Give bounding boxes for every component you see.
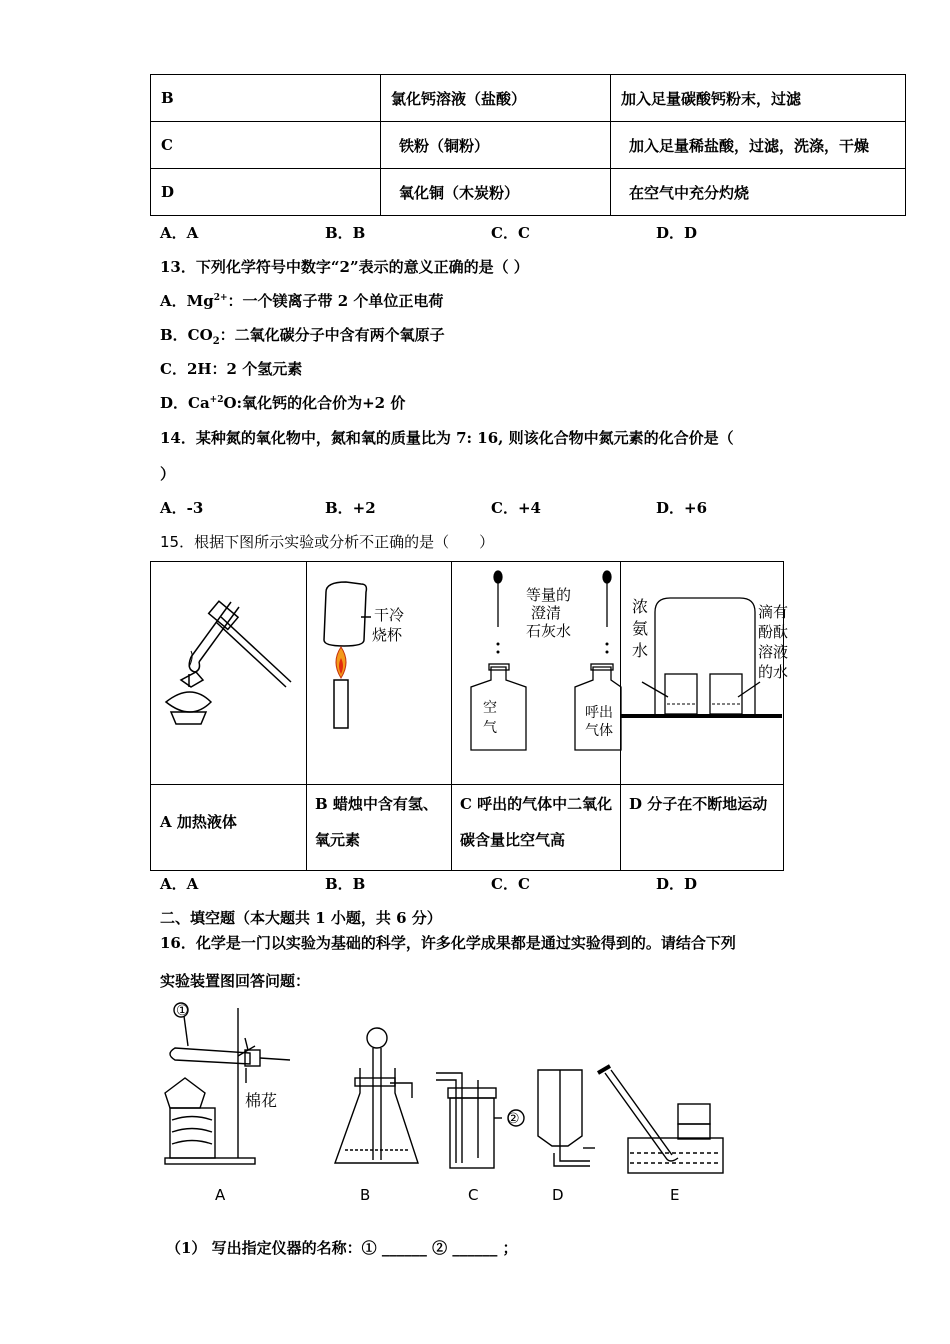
c-label-top1: 等量的	[526, 586, 572, 604]
c-label-top3: 石灰水	[526, 622, 572, 640]
q16-line2: 实验装置图回答问题：	[160, 972, 311, 990]
table-cell: D	[151, 169, 381, 216]
q16-subquestion-1: （1） 写出指定仪器的名称：① ______ ② ______ ；	[166, 1239, 518, 1257]
q15-caption-b: B 蜡烛中含有氢、氧元素	[315, 795, 438, 849]
table-row	[151, 122, 906, 169]
q15-option-d[interactable]: D．D	[656, 875, 698, 893]
q15-stem: 15．根据下图所示实验或分析不正确的是（ ）	[160, 533, 495, 551]
q13-a-prefix: A．Mg	[160, 292, 214, 310]
limewater-illustration	[451, 562, 620, 784]
c-label-right2: 气体	[585, 723, 613, 739]
apparatus-label-c: C	[468, 1186, 479, 1204]
q13-option-a[interactable]	[160, 290, 443, 311]
apparatus-label-d: D	[552, 1186, 564, 1204]
q15-option-c[interactable]: C．C	[491, 875, 530, 893]
d-label-right4: 的水	[758, 663, 789, 681]
q12-option-c[interactable]: C．C	[491, 224, 530, 242]
table-cell: 铁粉（铜粉）	[381, 122, 611, 169]
c-label-left2: 气	[483, 720, 497, 736]
table-cell: 加入足量碳酸钙粉末，过滤	[611, 75, 906, 122]
q14-option-b[interactable]: B．+2	[325, 499, 376, 517]
q12-option-a[interactable]: A．A	[160, 224, 199, 242]
q14-option-c[interactable]: C．+4	[491, 499, 541, 517]
q13-option-c[interactable]: C．2H：2 个氢元素	[160, 360, 303, 378]
q14-option-d[interactable]: D．+6	[656, 499, 708, 517]
lab-apparatus-figure	[150, 998, 750, 1213]
q12-option-b[interactable]: B．B	[325, 224, 366, 242]
q15-caption-a: A 加热液体	[160, 813, 237, 831]
d-label-left3: 水	[632, 641, 649, 660]
d-label-left2: 氨	[632, 619, 649, 638]
apparatus-label-e: E	[670, 1186, 680, 1204]
d-label-left1: 浓	[632, 597, 649, 616]
q15-caption-c: C 呼出的气体中二氧化碳含量比空气高	[460, 795, 613, 849]
c-label-top2: 澄清	[531, 604, 562, 622]
candle-beaker-illustration	[306, 562, 451, 784]
q13-a-sup: 2+	[213, 293, 228, 303]
reagent-table	[150, 74, 906, 216]
q15-option-a[interactable]: A．A	[160, 875, 199, 893]
q16-line1: 16．化学是一门以实验为基础的科学，许多化学成果都是通过实验得到的。请结合下列	[160, 934, 736, 952]
label-instrument-1: ①	[176, 1003, 189, 1019]
q15-caption-d: D 分子在不断地运动	[629, 795, 768, 813]
table-cell: B	[151, 75, 381, 122]
q15-figure-table	[150, 561, 789, 871]
apparatus-label-a: A	[215, 1186, 226, 1204]
q14-option-a[interactable]: A．-3	[160, 499, 204, 517]
q14-stem-line2: ）	[160, 465, 176, 483]
table-cell: C	[151, 122, 381, 169]
label-instrument-2: ②	[507, 1111, 520, 1127]
heating-liquid-illustration	[151, 562, 306, 784]
b-label-cup: 干冷	[374, 606, 405, 624]
q13-d-sup: +2	[209, 395, 224, 405]
q12-option-d[interactable]: D．D	[656, 224, 698, 242]
ammonia-diffusion-illustration	[620, 562, 789, 784]
section-title: 二、填空题（本大题共 1 小题，共 6 分）	[160, 909, 442, 927]
q13-d-prefix: D．Ca	[160, 394, 210, 412]
q13-d-text: O:氧化钙的化合价为+2 价	[223, 394, 406, 412]
c-label-left1: 空	[483, 700, 497, 716]
d-label-right1: 滴有	[758, 603, 789, 621]
label-cotton: 棉花	[245, 1091, 278, 1110]
b-label-cup2: 烧杯	[372, 626, 403, 644]
q13-a-text: ：一个镁离子带 2 个单位正电荷	[227, 292, 444, 310]
d-label-right2: 酚酞	[758, 623, 789, 641]
table-cell: 加入足量稀盐酸，过滤，洗涤，干燥	[611, 122, 906, 169]
table-cell: 氧化铜（木炭粉）	[381, 169, 611, 216]
apparatus-label-b: B	[360, 1186, 371, 1204]
d-label-right3: 溶液	[758, 643, 789, 661]
q14-stem-line1: 14．某种氮的氧化物中，氮和氧的质量比为 7: 16, 则该化合物中氮元素的化合价是（	[160, 429, 734, 447]
q13-stem: 13．下列化学符号中数字“2”表示的意义正确的是（ ）	[160, 258, 529, 276]
q13-b-text: ：二氧化碳分子中含有两个氧原子	[219, 326, 445, 344]
q13-b-sub: 2	[212, 336, 220, 347]
q13-option-b[interactable]	[160, 324, 445, 347]
q13-b-prefix: B．CO	[160, 326, 213, 344]
table-row	[151, 169, 906, 216]
table-row	[151, 75, 906, 122]
q13-option-d[interactable]	[160, 392, 405, 413]
table-cell: 氯化钙溶液（盐酸）	[381, 75, 611, 122]
table-cell: 在空气中充分灼烧	[611, 169, 906, 216]
q15-option-b[interactable]: B．B	[325, 875, 366, 893]
c-label-right1: 呼出	[585, 705, 613, 721]
